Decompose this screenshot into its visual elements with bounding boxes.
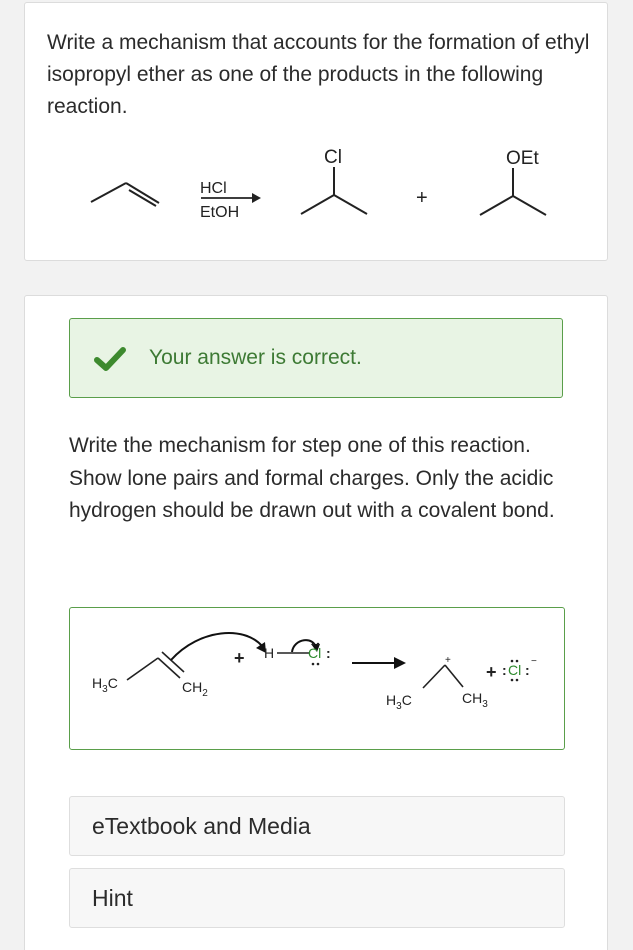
product-h3c-c: C [401,692,412,708]
left-h3c-h: H [92,675,103,691]
ch2-sub: 2 [202,688,208,699]
chloride-label: Cl [508,662,522,678]
question-card [24,2,608,261]
carbocation-bonds [423,665,463,688]
mechanism-drawing [70,608,566,751]
product-h3c-h: H [386,692,397,708]
chloride-charge: − [531,656,537,667]
step-instructions: Write the mechanism for step one of this reaction. Show lone pairs and formal charges. Only the acidic hydrogen should be drawn out with a covalent bond. [69,434,555,522]
pi-bond-curved-arrow [171,633,262,660]
svg-text:CH2 [182,679,208,699]
left-h3c-sub: 3 [102,684,108,695]
product-ch3: CH [462,690,483,706]
reagent-bottom: EtOH [200,204,240,221]
mech-cl-colon: : [326,645,331,661]
product2-label: OEt [506,148,539,169]
step-card [24,295,608,950]
reagent-top: HCl [200,180,227,197]
product-ch3-sub: 3 [482,699,488,710]
chloride-colon-left: : [502,662,507,678]
hint-panel[interactable]: Hint [69,868,565,928]
reaction-plus: + [416,187,428,209]
mechanism-reaction-arrow [352,657,406,669]
mechanism-drawing-area[interactable] [69,607,565,750]
propene-structure [91,183,159,206]
svg-text:CH3 [462,690,488,710]
isopropyl-chloride-structure [301,167,367,214]
etextbook-media-panel[interactable]: eTextbook and Media [69,796,565,856]
carbocation-charge: + [445,655,451,666]
chloride-colon-right: : [525,662,530,678]
mech-h: H [264,645,275,661]
svg-text:H3C [386,692,412,712]
mech-cl: Cl [308,645,322,661]
product1-label: Cl [324,147,342,168]
checkmark-icon [94,345,126,373]
ch2-label: CH [182,679,203,695]
reaction-scheme [25,3,609,262]
ethyl-isopropyl-ether-structure [480,168,546,215]
product-plus: + [486,662,497,682]
correct-feedback-text: Your answer is correct. [149,346,362,369]
product-h3c-sub: 3 [396,701,402,712]
question-prompt: Write a mechanism that accounts for the formation of ethyl isopropyl ether as one of the products in the following reaction. [47,31,590,118]
left-h3c-c: C [107,675,118,691]
svg-text:H3C [92,675,118,695]
mech-plus: + [234,648,245,668]
correct-feedback-box [69,318,563,398]
